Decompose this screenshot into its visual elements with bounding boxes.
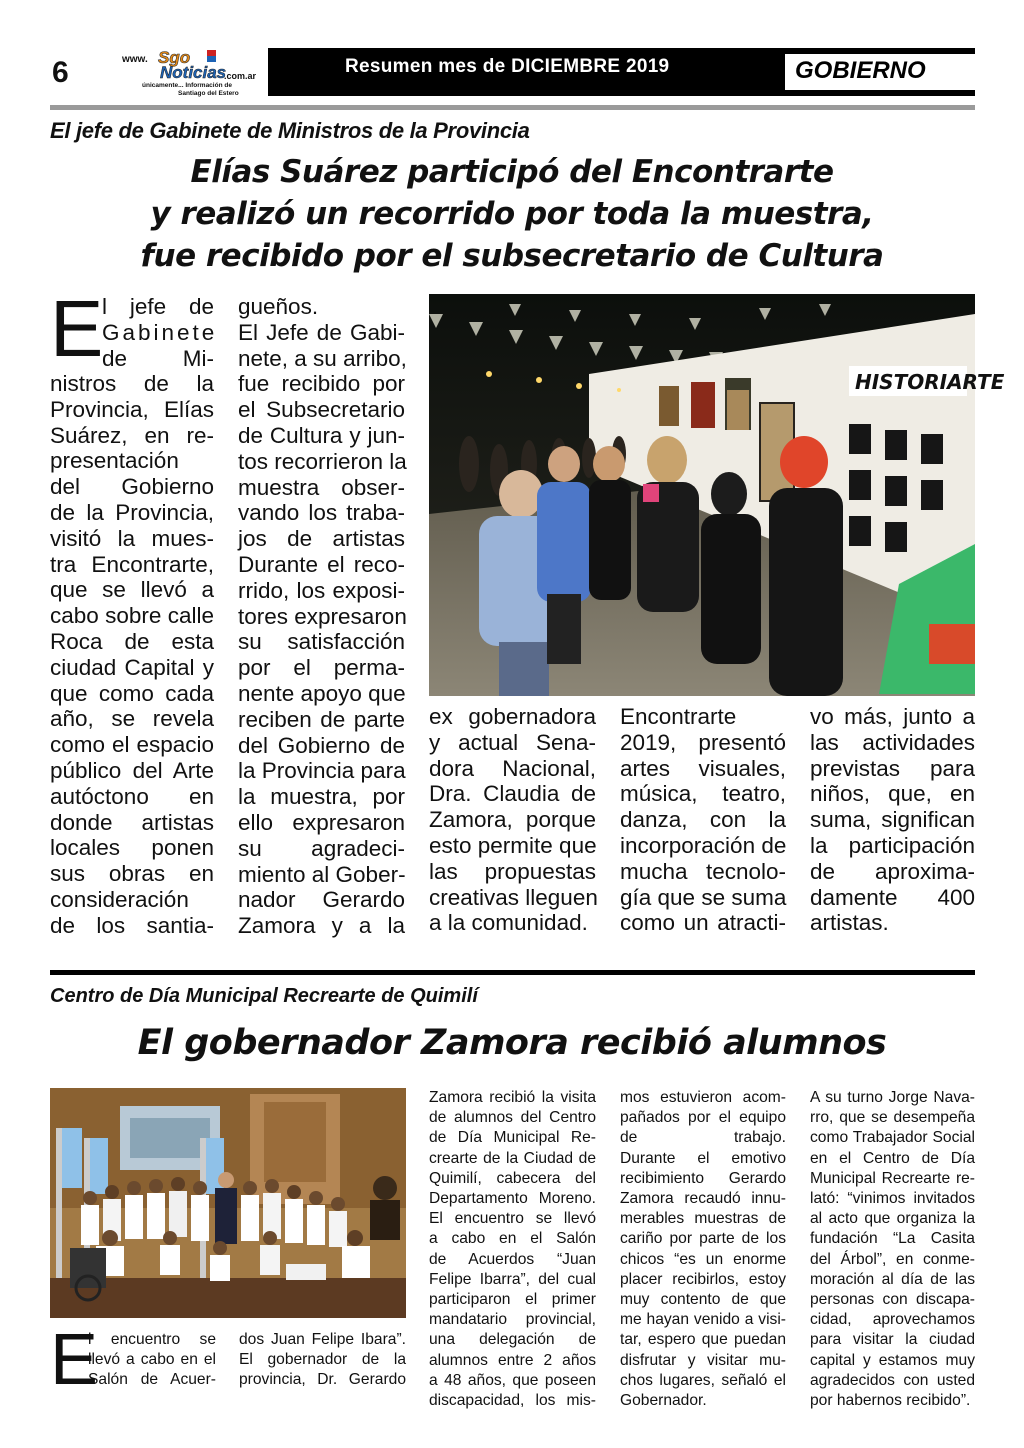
text-line: presentación <box>50 448 179 474</box>
text-line: El gobernador de la <box>239 1351 406 1369</box>
text-line: gueños. <box>238 294 319 319</box>
logo-prefix: www. <box>122 54 148 65</box>
text-line: público del Arte <box>50 757 214 783</box>
text-line: dos Juan Felipe Ibara”. <box>239 1331 406 1348</box>
logo-brand-bottom: Noticias <box>160 63 227 82</box>
text-line: suma, significan <box>810 807 975 833</box>
text-line: fue recibido por <box>238 371 405 397</box>
text-line: Zamora recaudó innu- <box>620 1190 786 1208</box>
text-line: previstas para <box>810 755 975 781</box>
text-line: por habernos recibido”. <box>810 1392 971 1410</box>
text-line: placer recibirlos, estoy <box>620 1270 786 1288</box>
text-line: mucha tecnolo- <box>620 858 786 884</box>
article2-column-1 <box>50 1320 216 1400</box>
text-line: artes visuales, <box>620 755 786 781</box>
flag-icon <box>207 50 216 62</box>
article1-column-2 <box>238 294 405 939</box>
text-line: muy contento de que <box>620 1291 786 1309</box>
article1-headline-line-1: Elías Suárez participó del Encontrarte <box>190 154 834 190</box>
text-line: de Cultura y jun- <box>238 422 405 448</box>
text-line: las actividades <box>810 729 975 755</box>
text-line: crearte de la Ciudad de <box>429 1149 596 1167</box>
section-label-text: GOBIERNO <box>795 57 926 84</box>
logo-tagline-1: únicamente... Información de <box>142 82 232 89</box>
logo-domain: .com.ar <box>224 71 257 81</box>
text-line: una delegación de <box>429 1331 596 1349</box>
text-line: El Jefe de Gabi- <box>238 319 405 345</box>
text-line: damente 400 <box>810 884 975 910</box>
logo-tagline-2: Santiago del Estero <box>178 90 239 97</box>
article1-column-1 <box>50 284 218 938</box>
text-line: Gobernador. <box>620 1392 707 1410</box>
text-line: fundación “La Casita <box>810 1230 975 1248</box>
text-line: Municipal Recrearte re- <box>810 1169 975 1187</box>
text-line: del Árbol”, en conme- <box>810 1250 975 1268</box>
text-line: Provincia, Elías <box>50 396 214 422</box>
text-line: al acto que organiza la <box>810 1210 975 1228</box>
text-line: nistros de la <box>50 371 214 396</box>
text-line: que se llevó a <box>50 577 214 603</box>
article1-column-5 <box>810 704 975 936</box>
text-line: gía que se suma <box>620 884 787 910</box>
text-line: la participación <box>810 832 975 858</box>
text-line: Zamora y a la <box>238 913 405 939</box>
article2-column-4 <box>620 1088 786 1411</box>
text-line: discapacidad, los mis- <box>429 1392 596 1410</box>
text-line: la muestra, por <box>238 784 405 810</box>
text-line: locales ponen <box>50 835 214 861</box>
article1-column-4 <box>620 704 786 936</box>
text-line: de aproxima- <box>810 858 975 884</box>
text-line: capital y estamos muy <box>810 1351 975 1369</box>
text-line: Departamento Moreno. <box>429 1190 596 1208</box>
text-line: cidad, aprovechamos <box>810 1311 975 1329</box>
article1-dropcap: E <box>50 284 104 373</box>
text-line: y actual Sena- <box>429 729 596 755</box>
text-line: Salón de Acuer- <box>88 1371 216 1389</box>
issue-summary: Resumen mes de DICIEMBRE 2019 <box>345 56 670 77</box>
text-line: rrido, los exposi- <box>238 577 405 603</box>
text-line: Suárez, en re- <box>50 422 214 448</box>
section-label <box>785 54 975 90</box>
text-line: recibimiento Gerardo <box>620 1169 786 1187</box>
text-line: tos recorrieron la <box>238 448 407 474</box>
text-line: 2019, presentó <box>620 729 786 755</box>
text-line: año, se revela <box>50 706 214 732</box>
text-line: visitó la mues- <box>50 525 214 551</box>
text-line: cariño por parte de los <box>620 1230 786 1248</box>
text-line: artistas. <box>810 910 889 936</box>
text-line: jos de artistas <box>238 526 405 552</box>
text-line: rro, que se desempeña <box>810 1109 975 1127</box>
text-line: la Provincia para <box>238 758 406 784</box>
text-line: nador Gerardo <box>238 887 405 913</box>
text-line: me hayan venido a visi- <box>620 1311 786 1329</box>
text-line: como Trabajador Social <box>810 1129 975 1147</box>
text-line: como el espacio <box>50 732 214 758</box>
logo-brand-top: Sgo <box>158 48 191 67</box>
text-line: reciben de parte <box>238 706 405 732</box>
text-line: vando los traba- <box>238 500 405 526</box>
text-line: esto permite que <box>429 832 597 858</box>
text-line: su agradeci- <box>238 835 405 861</box>
text-line: su satisfacción <box>238 629 405 655</box>
text-line: Durante el reco- <box>238 551 405 577</box>
text-line: por el perma- <box>238 655 405 681</box>
text-line: Encontrarte <box>620 704 737 729</box>
text-line: dora Nacional, <box>429 755 596 781</box>
text-line: consideración <box>50 886 189 912</box>
photo-exhibition-scene <box>429 294 1005 696</box>
text-line: para visitar la ciudad <box>810 1331 975 1349</box>
text-line: a la comunidad. <box>429 910 588 936</box>
text-line: de Mi- <box>102 345 214 371</box>
text-line: creativas lleguen <box>429 884 598 910</box>
text-line: Dra. Claudia de <box>429 781 596 807</box>
article2-column-2 <box>239 1330 406 1391</box>
text-line: como un atracti- <box>620 910 786 936</box>
article2-dropcap: E <box>50 1320 99 1400</box>
text-line: miento al Gober- <box>238 861 406 887</box>
text-line: cabo sobre calle <box>50 603 214 629</box>
article2-column-3 <box>429 1088 596 1411</box>
text-line: que como cada <box>50 680 214 706</box>
text-line: música, teatro, <box>620 781 786 807</box>
text-line: de los santia- <box>50 912 214 938</box>
text-line: chicos “es un enorme <box>620 1250 786 1268</box>
site-logo <box>122 48 262 98</box>
text-line: ello expresaron <box>238 809 405 835</box>
article1-headline-line-2: y realizó un recorrido por toda la muestra, <box>150 196 874 232</box>
text-line: tores expresaron <box>238 603 407 629</box>
text-line: mos estuvieron acom- <box>620 1089 786 1106</box>
encontrarte-photo <box>429 294 1005 696</box>
text-line: de Día Municipal Re- <box>429 1129 596 1147</box>
text-line: del Gobierno de <box>238 732 405 758</box>
text-line: lató: “vinimos invitados <box>810 1190 975 1208</box>
photo-group-scene <box>50 1088 406 1318</box>
text-line: vo más, junto a <box>810 704 975 729</box>
text-line: donde artistas <box>50 809 214 835</box>
text-line: l encuentro se <box>88 1331 216 1348</box>
page-number: 6 <box>52 56 69 89</box>
text-line: incorporación de <box>620 832 787 858</box>
text-line: sus obras en <box>50 861 214 887</box>
text-line: del Gobierno <box>50 474 214 500</box>
photo-sign-text: HISTORIARTE <box>855 370 1005 394</box>
text-line: Gabinete <box>102 319 218 345</box>
text-line: autóctono en <box>50 783 214 809</box>
text-line: a cabo en el Salón <box>429 1230 596 1248</box>
text-line: El encuentro se llevó <box>429 1210 596 1228</box>
text-line: muestra obser- <box>238 474 405 500</box>
text-line: a 48 años, que poseen <box>429 1371 596 1389</box>
text-line: de alumnos del Centro <box>429 1109 596 1127</box>
text-line: moración al día de las <box>810 1270 975 1288</box>
text-line: disfrutar y visitar mu- <box>620 1351 786 1369</box>
text-line: de la Provincia, <box>50 499 214 525</box>
text-line: de trabajo. <box>620 1129 786 1147</box>
text-line: chos lugares, señaló el <box>620 1371 786 1389</box>
article1-column-3 <box>429 704 596 936</box>
text-line: llevó a cabo en el <box>88 1351 216 1369</box>
text-line: tar, espero que puedan <box>620 1331 786 1349</box>
text-line: Zamora, porque <box>429 807 596 833</box>
text-line: personas con discapa- <box>810 1291 975 1309</box>
article2-column-5 <box>810 1088 975 1411</box>
text-line: nente apoyo que <box>238 680 406 706</box>
text-line: niños, que, en <box>810 781 975 807</box>
article2-kicker: Centro de Día Municipal Recrearte de Quimilí <box>50 985 478 1007</box>
text-line: pañados por el equipo <box>620 1109 786 1127</box>
text-line: danza, con la <box>620 807 786 833</box>
text-line: alumnos entre 2 años <box>429 1351 596 1369</box>
top-rule <box>50 105 975 110</box>
text-line: participaron el primer <box>429 1291 596 1309</box>
text-line: Zamora recibió la visita <box>429 1089 596 1106</box>
text-line: agradecidos con usted <box>810 1371 975 1389</box>
text-line: ciudad Capital y <box>50 654 214 680</box>
text-line: l jefe de <box>102 294 214 319</box>
article2-headline: El gobernador Zamora recibió alumnos <box>137 1023 887 1063</box>
text-line: Durante el emotivo <box>620 1149 786 1167</box>
text-line: el Subsecretario <box>238 397 405 423</box>
text-line: Felipe Ibarra”, del cual <box>429 1270 596 1288</box>
text-line: A su turno Jorge Nava- <box>810 1089 975 1106</box>
text-line: en el Centro de Día <box>810 1149 975 1167</box>
students-group-photo <box>50 1088 406 1318</box>
text-line: de Acuerdos “Juan <box>429 1250 596 1268</box>
text-line: las propuestas <box>429 858 596 884</box>
text-line: Roca de esta <box>50 628 214 654</box>
article1-headline-line-3: fue recibido por el subsecretario de Cultura <box>140 238 884 274</box>
text-line: merables muestras de <box>620 1210 786 1228</box>
text-line: tra Encontrarte, <box>50 551 214 577</box>
text-line: provincia, Dr. Gerardo <box>239 1371 406 1389</box>
text-line: ex gobernadora <box>429 704 596 729</box>
article1-kicker: El jefe de Gabinete de Ministros de la Provincia <box>50 118 530 143</box>
text-line: nete, a su arribo, <box>238 345 407 371</box>
text-line: mandatario provincial, <box>429 1311 596 1329</box>
text-line: Quimilí, cabecera del <box>429 1169 596 1187</box>
section-divider <box>50 970 975 975</box>
